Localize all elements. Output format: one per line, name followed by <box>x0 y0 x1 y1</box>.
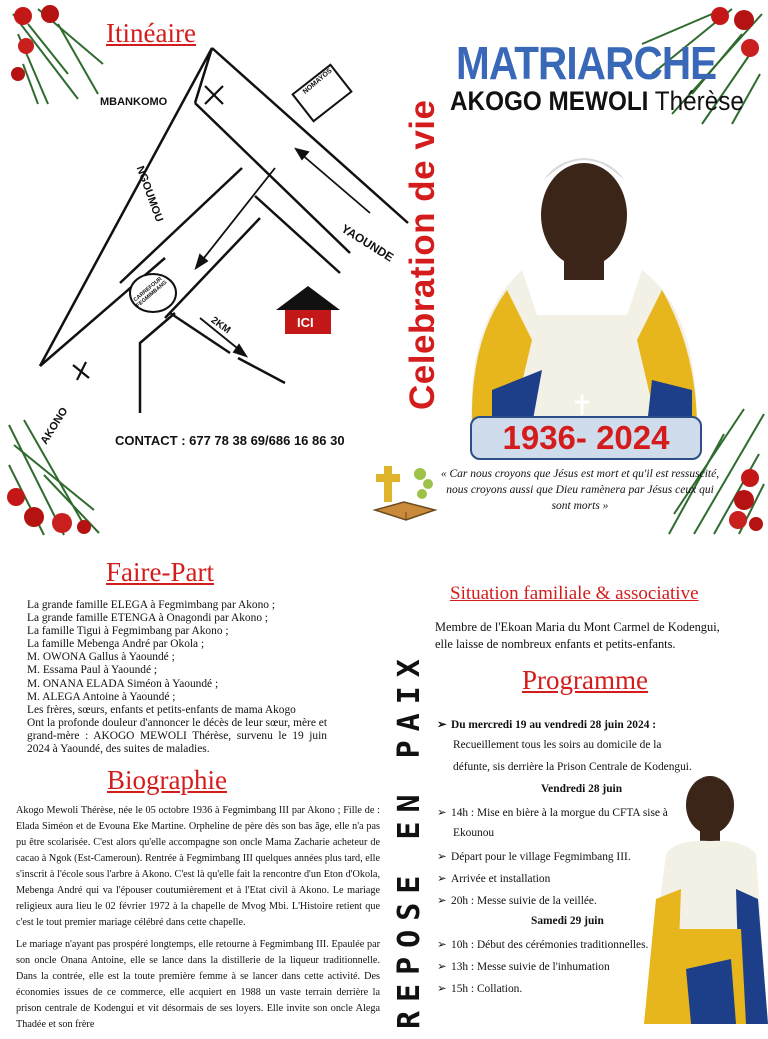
family-line: M. ALEGA Antoine à Yaoundé ; <box>27 690 176 703</box>
arrow-bullet-icon: ➢ <box>437 807 447 819</box>
faire-part-text <box>27 599 327 756</box>
map-label-nomayos: NOMAYOS <box>301 67 334 96</box>
family-line: La famille Tigui à Fegmimbang par Akono ; <box>27 625 229 638</box>
programme-head: ➢ Du mercredi 19 au vendredi 28 juin 2024 : <box>437 719 657 731</box>
arrow-bullet-icon: ➢ <box>437 895 447 907</box>
arrow-bullet-icon: ➢ <box>437 983 447 995</box>
programme-item: ➢ 13h : Messe suivie de l'inhumation <box>437 961 610 973</box>
family-line: M. OWONA Gallus à Yaoundé ; <box>27 651 175 664</box>
family-line: La grande famille ELEGA à Fegmimbang par Akono ; <box>27 599 275 611</box>
name-first: Thérèse <box>648 86 744 116</box>
deceased-name <box>450 86 744 117</box>
map-label-ngoumou: NGOUMOU <box>133 164 166 224</box>
cross-and-bible-icon <box>370 460 440 526</box>
biographie-paragraph-2: Le mariage n'ayant pas prospéré longtemps, elle retourne à Fegmimbang III. Epaulée par son oncle Onana Antoine, elle se lance dans la distillerie de la liqueur traditionnelle. Dans la contrée, elle est la toute première femme à se lancer dans cette activité. Des économies issues de ce commerce, elle acquiert en 1988 un vaste terrain derrière la prison centrale de Kodengui et vit désormais de ses loyers. Elle invite son oncle Alega Thadée et son frère <box>16 939 380 1030</box>
repose-en-paix-vertical: REPOSE EN PAIX <box>392 650 427 1029</box>
map-label-distance: 2KM <box>208 314 233 337</box>
programme-item: ➢ 10h : Début des cérémonies traditionnelles. <box>437 939 649 951</box>
map-label-akono: AKONO <box>38 405 71 447</box>
faire-part-title: Faire-Part <box>106 557 214 587</box>
programme-head-sub2: défunte, sis derrière la Prison Centrale de Kodengui. <box>453 761 692 773</box>
family-line: M. Essama Paul à Yaoundé ; <box>27 664 158 677</box>
programme-item: ➢ Départ pour le village Fegmimbang III. <box>437 851 631 863</box>
biographie-paragraph-1: Akogo Mewoli Thérèse, née le 05 octobre 1936 à Fegmimbang III par Akono ; Fille de : Elada Siméon et de Evouna Eke Martine. Orpheline de père dès son bas âge, elle n'a pas pu être scolarisée. C'est alors qu'elle accompagne son oncle Mama Zacharie acheteur de cacao à Ngok (Est-Cameroun). Rentrée à Fegmimbang III quelques années plus tard, elle s'inscrit à l'école sous l'arbre à Akono. C'est là qu'elle fait la rencontre d'un Eton d'Okola, Mebenga André qui va l'épouser coutumièrement et à l'Etat civil à Akono. Le mariage religieux aura lieu le 02 février 1972 à la chapelle de Mvog Mbi. L'Histoire retient que c'est le tout premier mariage célébré dans cette chapelle. <box>16 805 380 928</box>
matriarche-title: MATRIARCHE <box>456 37 717 89</box>
programme-item: ➢ 15h : Collation. <box>437 983 523 995</box>
programme-item: ➢ Arrivée et installation <box>437 873 551 885</box>
deceased-standing-photo <box>636 769 768 1024</box>
name-bold: AKOGO MEWOLI <box>450 86 649 116</box>
itinerary-title: Itinéaire <box>106 18 196 48</box>
death-announcement: Ont la profonde douleur d'annoncer le décès de leur sœur, mère et grand-mère : AKOGO MEWOLI Thérèse, survenu le 19 juin 2024 à Yaoundé, des suites de maladies. <box>27 716 327 756</box>
day2-heading: Samedi 29 juin <box>531 915 604 927</box>
situation-title: Situation familiale & associative <box>450 583 699 604</box>
family-line: Les frères, sœurs, enfants et petits-enfants de mama Akogo <box>27 703 296 716</box>
programme-item: ➢ 20h : Messe suivie de la veillée. <box>437 895 597 907</box>
programme-item: ➢ 14h : Mise en bière à la morgue du CFTA sise à <box>437 807 668 819</box>
biographie-title: Biographie <box>107 765 227 795</box>
arrow-bullet-icon: ➢ <box>437 851 447 863</box>
arrow-bullet-icon: ➢ <box>437 719 447 731</box>
map-label-carrefour: CARREFOUR FEGMIMBANG <box>132 276 169 309</box>
celebration-vertical-title: Celebration de vie <box>403 99 442 410</box>
family-line: La grande famille ETENGA à Onagondi par Akono ; <box>27 612 269 625</box>
arrow-bullet-icon: ➢ <box>437 873 447 885</box>
map-label-yaounde: YAOUNDE <box>338 221 397 265</box>
arrow-bullet-icon: ➢ <box>437 939 447 951</box>
life-dates-badge: 1936- 2024 <box>470 416 702 460</box>
announcement-page <box>0 537 768 1030</box>
programme-item-continuation: Ekounou <box>453 827 495 839</box>
map-label-mbankomo: MBANKOMO <box>100 96 168 108</box>
biographie-text <box>16 803 380 1039</box>
arrow-bullet-icon: ➢ <box>437 961 447 973</box>
day1-heading: Vendredi 28 juin <box>541 783 623 795</box>
situation-text: Membre de l'Ekoan Maria du Mont Carmel de Kodengui, elle laisse de nombreux enfants et petits-enfants. <box>435 620 720 651</box>
deceased-portrait <box>452 140 710 425</box>
programme-title: Programme <box>522 665 648 695</box>
contact-phone: CONTACT : 677 78 38 69/686 16 86 30 <box>115 433 345 448</box>
scripture-quote: « Car nous croyons que Jésus est mort et qu'il est ressuscité, nous croyons aussi que Dieu ramènera par Jésus ceux qui sont morts » <box>440 468 720 512</box>
programme-head-sub1: Recueillement tous les soirs au domicile de la <box>453 739 662 751</box>
family-line: La famille Mebenga André par Okola ; <box>27 638 205 651</box>
map-label-ici: ICI <box>297 315 314 330</box>
family-line: M. ONANA ELADA Siméon à Yaoundé ; <box>27 677 219 690</box>
